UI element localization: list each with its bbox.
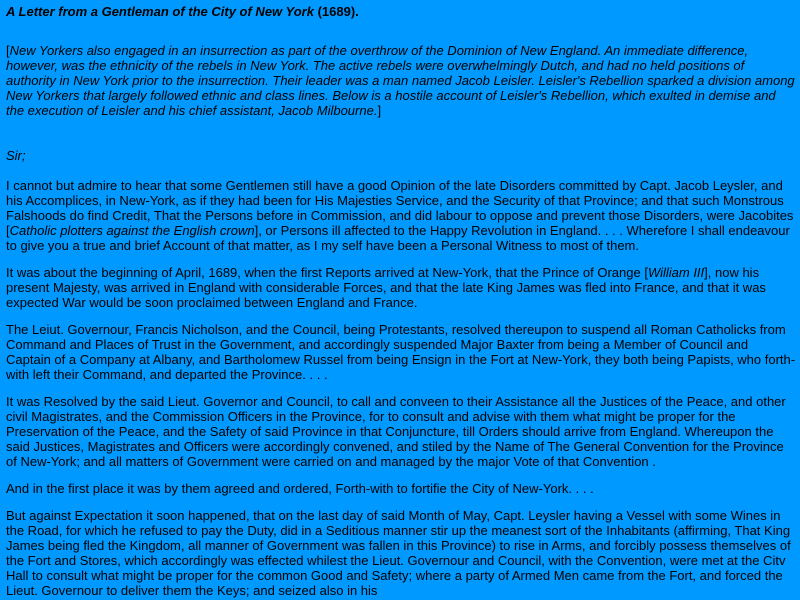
intro-close-bracket: ] bbox=[377, 103, 382, 118]
paragraph-2-gloss: William III bbox=[647, 265, 705, 280]
intro-text: New Yorkers also engaged in an insurrection as part of the overthrow of the Dominion of New England. An immediate difference, however, was the ethnicity of the rebels in New York. The active rebels were overwhelmingly Dutch, and had no held positions of authority in New York prior to the insurrection. Their leader was a man named Jacob Leisler. Leisler's Rebellion sparked a division among New Yorkers that largely followed ethnic and class lines. Below is a hostile account of Leisler's Rebellion, which exulted in demise and the execution of Leisler and his chief assistant, Jacob Milbourne. bbox=[6, 43, 795, 118]
paragraph-2 bbox=[6, 265, 796, 310]
intro-open-bracket: [ bbox=[6, 43, 10, 58]
paragraph-2-text-a: It was about the beginning of April, 1689, when the first Reports arrived at New-York, that the Prince of Orange [ bbox=[6, 265, 648, 280]
paragraph-6: But against Expectation it soon happened, that on the last day of said Month of May, Capt. Leysler having a Vessel with some Wines in the Road, for which he refused to pay the Duty, did in a Seditious manner stir up the meanest sort of the Inhabitants (affirming, That King James being fled the Kingdom, all manner of Government was fallen in this Province) to rise in Arms, and forcibly possess themselves of the Fort and Stores, which accordingly was effected whilest the Lieut. Governour and Council, with the Convention, were met at the Citv Hall to consult what might be proper for the common Good and Safety; where a party of Armed Men came from the Fort, and forced the Lieut. Governour to deliver them the Keys; and seized also in his bbox=[6, 508, 791, 598]
paragraph-1-text-b: ], or Persons ill affected to the Happy Revolution in England. . . . Wherefore I shall endeavour to give you a true and brief Account of that matter, as I my self have been a Personal Witness to most of them. bbox=[6, 223, 790, 253]
paragraph-5: And in the first place it was by them agreed and ordered, Forth-with to fortifie the City of New-York. . . . bbox=[6, 481, 594, 496]
title-year: (1689). bbox=[313, 4, 359, 19]
paragraph-3: The Leiut. Governour, Francis Nicholson, and the Council, being Protestants, resolved thereupon to suspend all Roman Catholicks from Command and Places of Trust in the Government, and accordingly suspended Major Baxter from being a Member of Council and Captain of a Company at Albany, and Bartholomew Russel from being Ensign in the Fort at New-York, they both being Papists, who forth-with left their Command, and departed the Province. . . . bbox=[6, 322, 796, 382]
paragraph-1-gloss: Catholic plotters against the English crown bbox=[9, 223, 255, 238]
editorial-intro bbox=[6, 43, 796, 118]
document-title bbox=[6, 4, 796, 19]
title-text: A Letter from a Gentleman of the City of New York bbox=[6, 4, 314, 19]
letter-salutation: Sir; bbox=[6, 148, 26, 163]
paragraph-1 bbox=[6, 178, 796, 253]
paragraph-4: It was Resolved by the said Lieut. Governor and Council, to call and conveen to their Assistance all the Justices of the Peace, and other civil Magistrates, and the Commission Officers in the Province, for to consult and advise with them what might be proper for the Preservation of the Peace, and the Safety of said Province in that Conjuncture, till Orders should arrive from England. Whereupon the said Justices, Magistrates and Officers were accordingly convened, and stiled by the Name of The General Convention for the Province of New-York; and all matters of Government were carried on and managed by the major Vote of that Convention . bbox=[6, 394, 786, 469]
paragraph-1-text-a: I cannot but admire to hear that some Gentlemen still have a good Opinion of the late Disorders committed by Capt. Jacob Leysler, and his Accomplices, in New-York, as if they had been for His Majesties Service, and the Security of that Province; and that such Monstrous Falshoods do find Credit, That the Persons before in Commission, and did labour to oppose and prevent those Disorders, were Jacobites [ bbox=[6, 178, 794, 238]
paragraph-2-text-b: ], now his present Majesty, was arrived in England with considerable Forces, and that the late King James was fled into France, and that it was expected War would be soon proclaimed between England and France. bbox=[6, 265, 766, 310]
